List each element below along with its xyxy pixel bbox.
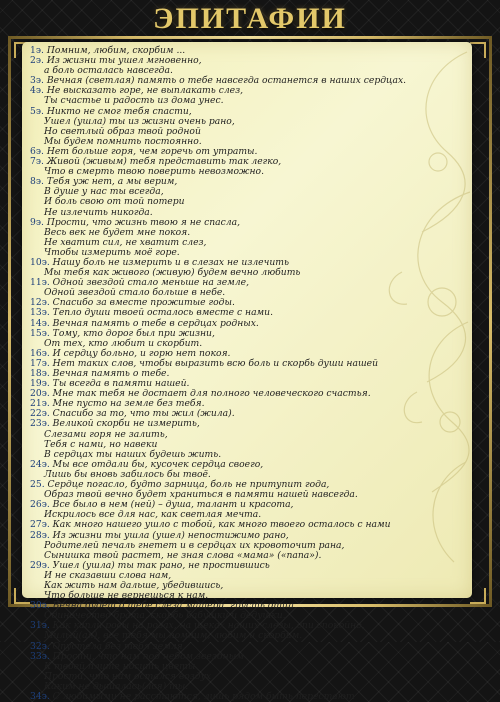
epitaph-text: Не высказать горе, не выплакать слез,: [43, 85, 244, 97]
epitaph-number: 7э.: [30, 156, 44, 168]
epitaph-number: 11э.: [30, 277, 50, 289]
epitaph-number: 21э.: [30, 398, 50, 410]
epitaph-text: Каким не дышалась(лся) ты.: [44, 680, 189, 692]
epitaph-text: И боль свою от той потери: [44, 196, 185, 208]
epitaph-text: Ушел (ушла) ты так рано, не простившись: [49, 559, 270, 571]
epitaph-number: 25.: [30, 479, 45, 491]
epitaph-text: Из жизни ты ушел мгновенно,: [43, 55, 202, 67]
epitaph-number: 20э.: [30, 388, 50, 400]
epitaph-text: И сердцу больно, и горю нет покоя.: [49, 347, 231, 359]
epitaph-text: Слезами горя не залить,: [44, 428, 168, 440]
epitaph-text: Из жизни ты ушла (ушел) непостижимо рано,: [49, 529, 289, 541]
epitaph-text: Ушел (ушла) ты из жизни очень рано,: [44, 115, 235, 127]
epitaph-text: Помним, любим, скорбим ...: [43, 45, 186, 56]
epitaph-text: К твоей плите носить цветы.: [44, 660, 199, 672]
epitaph-number: 2э.: [30, 55, 44, 67]
epitaph-text: Как много нашего ушло с тобой, как много твоего осталось с нами: [49, 519, 391, 531]
corner-ornament-bottom-right: [470, 588, 486, 604]
epitaph-panel: [22, 42, 472, 702]
epitaph-number: 12э.: [30, 297, 50, 309]
epitaph-text: Прости, что жизнь твою я не спасла,: [43, 216, 241, 228]
epitaph-text: Сынишка твой растет, не зная слова «мама» («папа»).: [44, 549, 322, 561]
epitaph-text: Но светлый образ твой родной: [44, 125, 201, 137]
epitaph-text: Одной звездой стало больше в небе.: [44, 287, 226, 299]
epitaph-text: Опустела без тебя земля.: [49, 640, 186, 652]
epitaph-text: Все было в нем (ней) – душа, талант и красота,: [49, 499, 294, 511]
epitaph-number: 1э.: [30, 45, 44, 56]
epitaph-text: Лишь бы вновь забилось бы твоё.: [44, 468, 211, 480]
epitaph-text: Спасибо за вместе прожитые годы.: [49, 297, 235, 309]
epitaph-number: 10э.: [30, 256, 50, 268]
epitaph-number: 24э.: [30, 458, 50, 470]
epitaph-text: Сердце погасло, будто зарница, боль не притупит года,: [44, 479, 330, 491]
epitaph-number: 28э.: [30, 529, 50, 541]
epitaph-number: 34э.: [30, 691, 50, 702]
epitaph-number: 19э.: [30, 378, 50, 390]
epitaph-text: Что в смерть твою поверить невозможно.: [44, 166, 264, 178]
epitaph-number: 33э.: [30, 650, 50, 662]
epitaph-text: Тому, кто дорог был при жизни,: [49, 327, 215, 339]
epitaph-text: Ты всегда в памяти нашей.: [49, 378, 190, 390]
corner-ornament-top-right: [470, 42, 486, 58]
epitaph-text: Мы будем помнить постоянно.: [44, 135, 202, 147]
epitaph-text: Тебя с нами, но навеки: [44, 438, 158, 450]
epitaph-text: Нашу боль не измерить и в слезах не излечить: [49, 256, 289, 268]
epitaph-text: Живой (живым) тебя представить так легко,: [43, 156, 282, 168]
epitaph-text: Чтобы измерить моё горе.: [44, 246, 180, 258]
epitaph-number: 22э.: [30, 408, 50, 420]
epitaph-text: а боль осталась навсегда.: [44, 65, 173, 77]
epitaph-number: 6э.: [30, 145, 44, 157]
epitaph-text: Великой скорби не измерить,: [49, 418, 200, 430]
epitaph-number: 8э.: [30, 176, 44, 188]
epitaph-number: 17э.: [30, 357, 50, 369]
epitaph-text: Мы тебя как живого (живую) будем вечно любить: [44, 267, 301, 279]
right-frame-border: [489, 36, 492, 607]
epitaph-text: Ты счастье и радость из дома унес.: [44, 95, 224, 107]
epitaph-text: Никто не смог тебя спасти,: [43, 105, 192, 117]
epitaph-number: 29э.: [30, 559, 50, 571]
epitaph-number: 32э.: [30, 640, 50, 652]
epitaph-text: Тепло души твоей осталось вместе с нами.: [49, 307, 274, 319]
epitaph-number: 4э.: [30, 85, 44, 97]
epitaph-text: Прости, что нам остался воздух: [44, 670, 212, 682]
epitaph-text: Одиночество брата, скорбь бабушки и дедушки.: [44, 610, 286, 622]
epitaph-text: Вечная память о тебе в сердцах родных.: [49, 317, 259, 329]
epitaph-text: Одной звездой стало меньше на земле,: [49, 277, 249, 289]
epitaph-text: Образ твой вечно будет храниться в памяти нашей навсегда.: [44, 489, 358, 501]
top-gold-divider: [8, 36, 492, 39]
epitaph-number: 18э.: [30, 368, 50, 379]
header: [0, 0, 500, 38]
page-title: ЭПИТАФИИ: [153, 2, 347, 35]
epitaph-text: И не сказавши слова нам,: [44, 569, 172, 581]
epitaph-text: Искрилось все для нас, как светлая мечта.: [44, 509, 262, 521]
epitaph-number: 15э.: [30, 327, 50, 339]
epitaph-text: Милый(ая), все тебя мы помним, любим и скорбим.: [44, 630, 303, 642]
epitaph-line: [30, 692, 468, 702]
epitaph-number: 3э.: [30, 75, 44, 87]
epitaph-text: Мне пусто на земле без тебя.: [49, 398, 205, 410]
epitaph-text: Что больше не вернешься к нам.: [44, 590, 209, 602]
epitaph-text: Тебя уж нет, а мы верим,: [43, 176, 178, 188]
epitaph-number: 5э.: [30, 105, 44, 117]
epitaph-text: Не излечить никогда.: [44, 206, 153, 218]
epitaph-text: Мне так тебя не достает для полного человеческого счастья.: [49, 388, 371, 400]
epitaph-text: Спасибо за то, что ты жил (жила).: [49, 408, 235, 420]
epitaph-number: 27э.: [30, 519, 50, 531]
epitaph-number: 31э.: [30, 620, 50, 632]
epitaph-text: Родителей печаль гнетет и в сердцах их кровоточит рана,: [44, 539, 345, 551]
epitaph-text: От тех, кто любит и скорбит.: [44, 337, 203, 349]
epitaph-number: 16э.: [30, 347, 50, 359]
epitaph-number: 14э.: [30, 317, 50, 329]
epitaph-number: 9э.: [30, 216, 44, 228]
epitaph-number: 26э.: [30, 499, 50, 511]
epitaph-text: Как капли росы на розах, на щеках наших слезы, спи спокойно,: [49, 620, 365, 632]
epitaph-text: С любимыми не расстаются, лишь рядом быть перестают: [49, 691, 355, 702]
epitaph-text: В сердцах ты наших будешь жить.: [44, 448, 222, 460]
epitaph-list: [30, 46, 468, 702]
epitaph-number: 23э.: [30, 418, 50, 430]
epitaph-number: 30э.: [30, 600, 50, 612]
epitaph-text: Вечна будет о тебе слеза матери, грусть отца,: [49, 600, 297, 612]
epitaph-number: 13э.: [30, 307, 50, 319]
epitaph-text: Прости, что нам под небом звездным: [49, 650, 244, 662]
epitaph-text: Вечная память о тебе.: [49, 368, 170, 379]
left-frame-border: [8, 36, 11, 607]
epitaph-text: Весь век не будет мне покоя.: [44, 226, 191, 238]
epitaph-text: Как жить нам дальше, убедившись,: [44, 579, 224, 591]
epitaph-text: В душе у нас ты всегда,: [44, 186, 164, 198]
epitaph-text: Не хватит сил, не хватит слез,: [44, 236, 207, 248]
epitaph-text: Вечная (светлая) память о тебе навсегда останется в наших сердцах.: [43, 75, 407, 87]
epitaph-text: Мы все отдали бы, кусочек сердца своего,: [49, 458, 264, 470]
epitaph-text: Нет больше горя, чем горечь от утраты.: [43, 145, 258, 157]
epitaph-text: Нет таких слов, чтобы выразить всю боль и скорбь души нашей: [49, 357, 379, 369]
